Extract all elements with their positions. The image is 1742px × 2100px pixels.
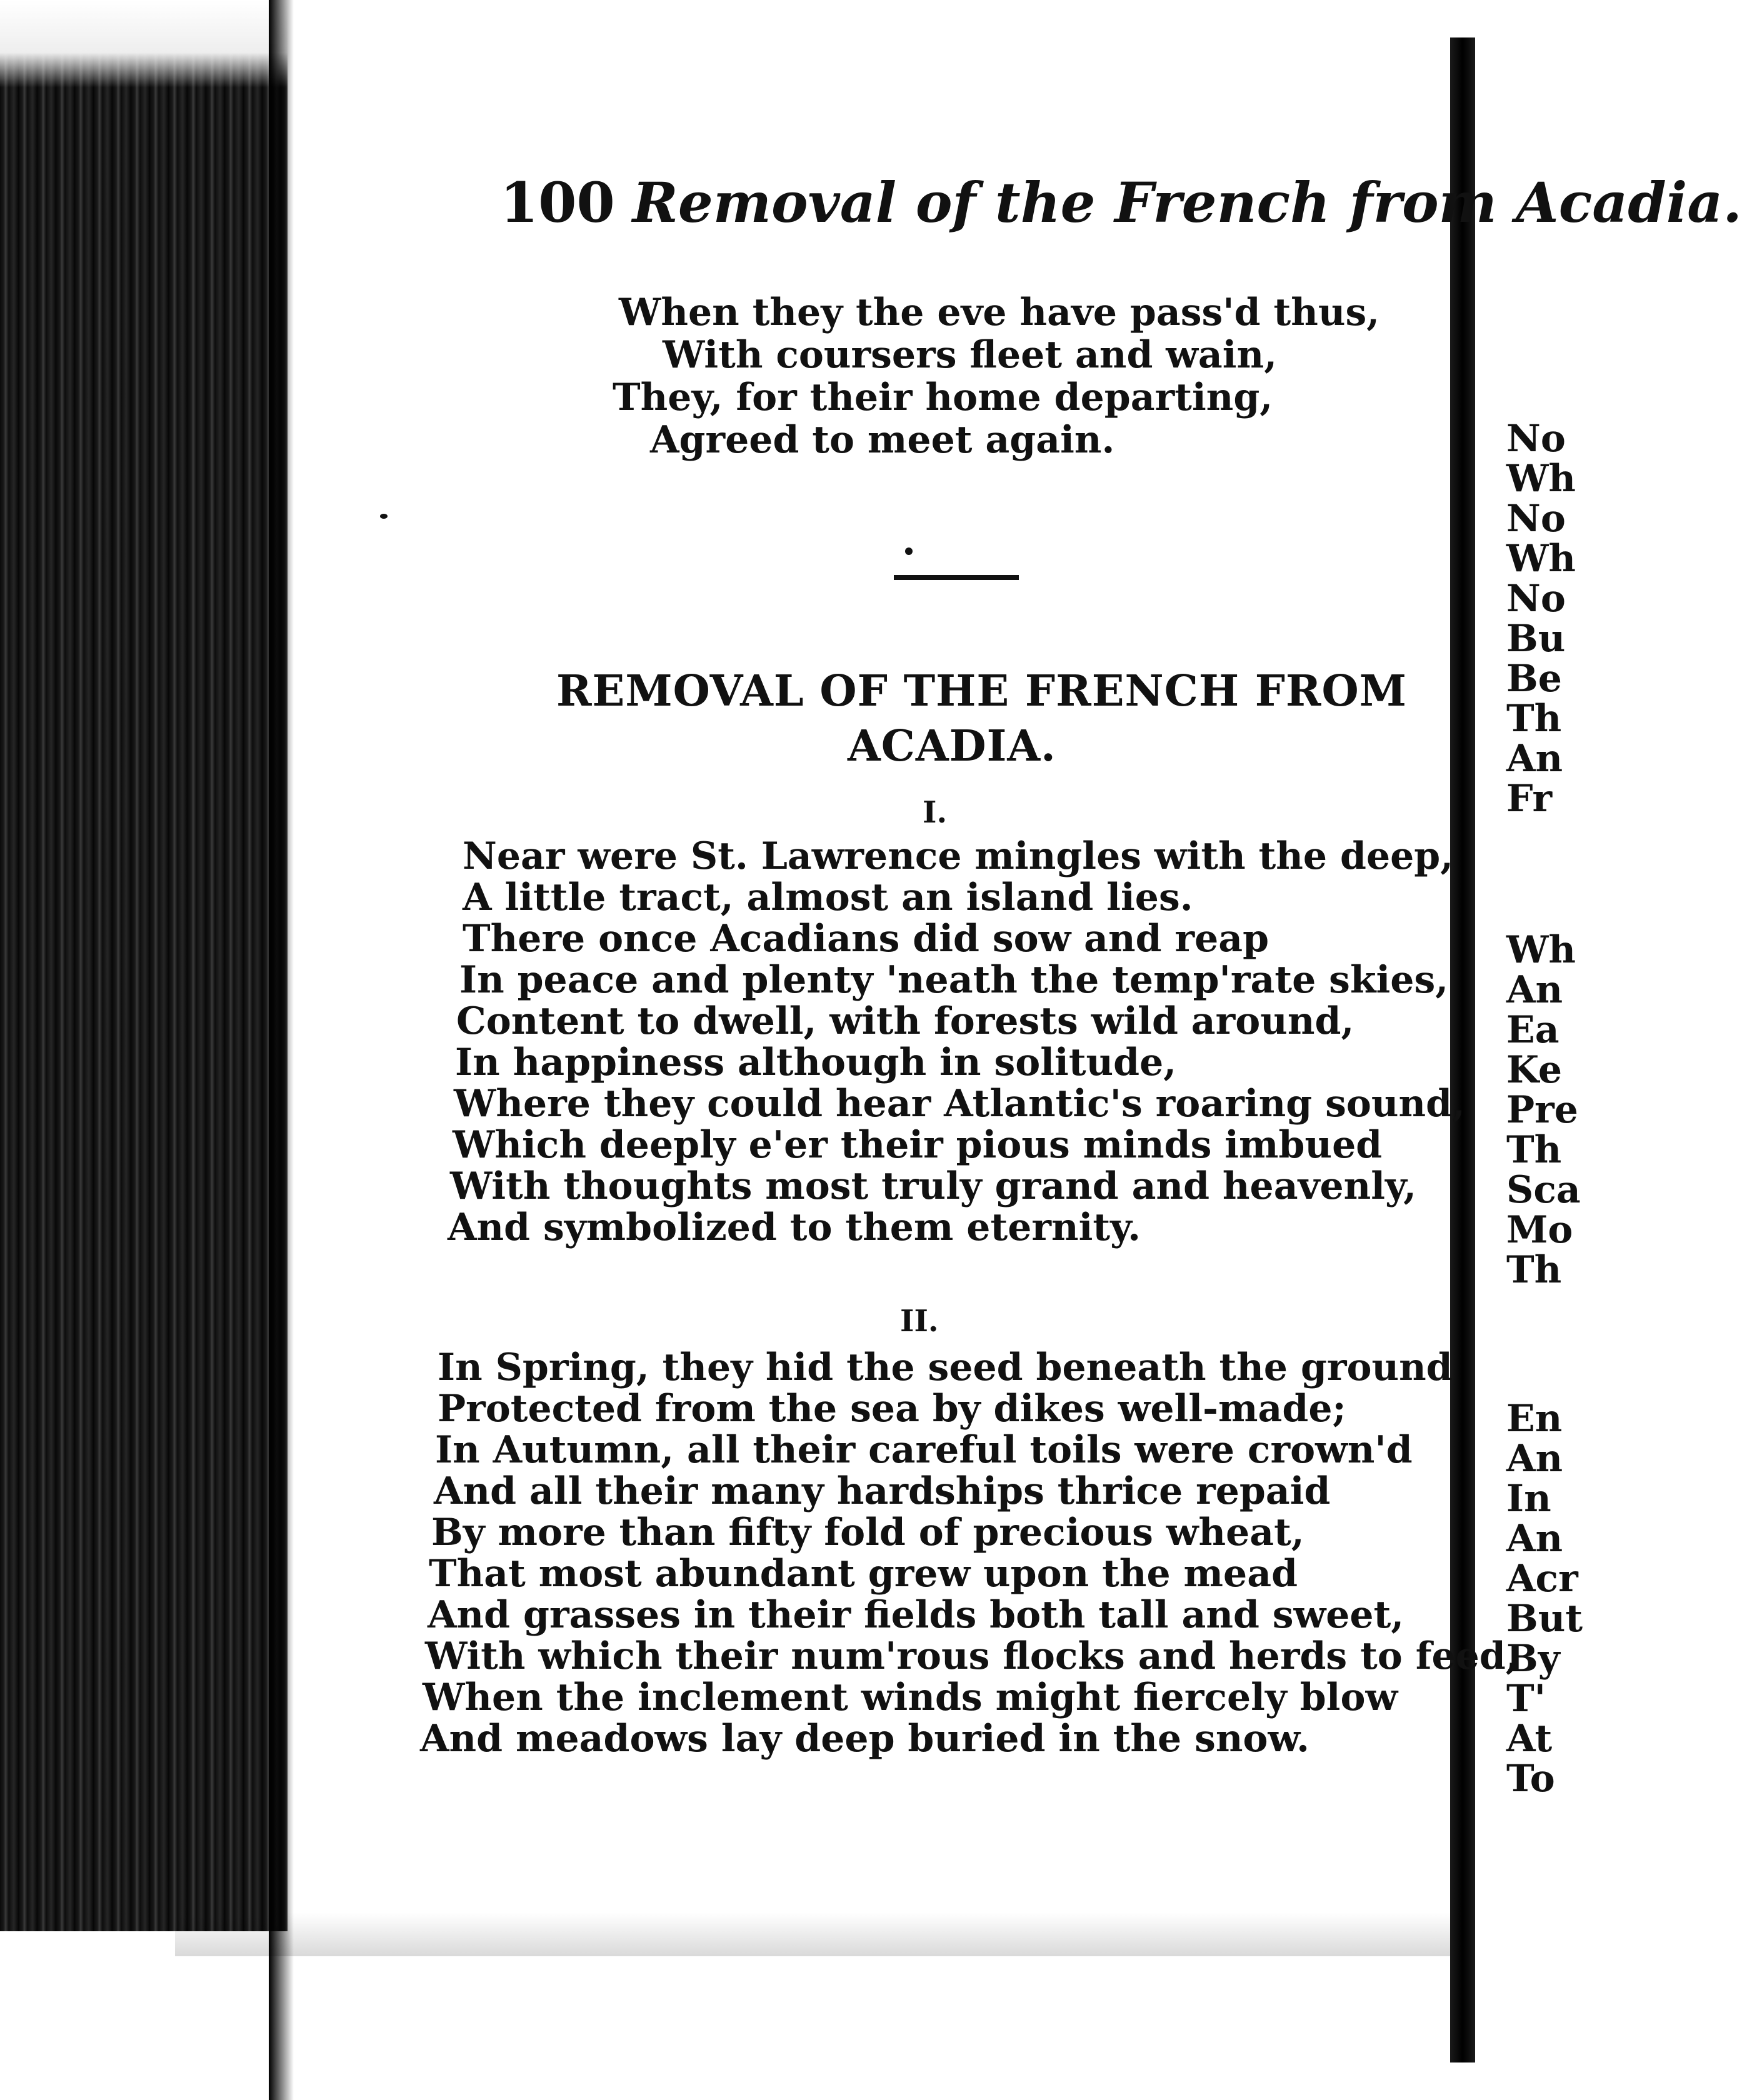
next-page-line: Bu <box>1506 617 1566 661</box>
scan-bottom-margin <box>0 1931 288 2100</box>
next-page-line: An <box>1506 1437 1563 1481</box>
verse-line: In happiness although in solitude, <box>455 1041 1177 1084</box>
verse-line: And grasses in their fields both tall and sweet, <box>428 1593 1404 1637</box>
verse-line: With which their num'rous flocks and herds to feed, <box>425 1634 1519 1678</box>
verse-line: With coursers fleet and wain, <box>663 333 1278 377</box>
next-page-line: Ke <box>1506 1048 1563 1092</box>
stanza-number: I. <box>923 795 948 830</box>
verse-line: A little tract, almost an island lies. <box>463 876 1193 919</box>
next-page-line: No <box>1506 577 1566 621</box>
next-page-line: No <box>1506 417 1566 461</box>
verse-line: Agreed to meet again. <box>650 418 1115 462</box>
next-page-line: Sca <box>1506 1168 1581 1212</box>
next-page-line: At <box>1506 1717 1553 1761</box>
running-title: Removal of the French from Acadia. <box>632 170 1742 235</box>
next-page-fragment <box>1475 38 1583 2062</box>
next-page-line: An <box>1506 737 1563 781</box>
verse-line: Protected from the sea by dikes well-made; <box>438 1387 1346 1431</box>
verse-line: In Autumn, all their careful toils were crown'd <box>435 1428 1413 1472</box>
verse-line: Which deeply e'er their pious minds imbued <box>453 1123 1383 1167</box>
next-page-line: Ea <box>1506 1008 1559 1052</box>
verse-line: And meadows lay deep buried in the snow. <box>420 1717 1310 1761</box>
verse-line: When the inclement winds might fiercely blow <box>423 1676 1398 1719</box>
next-page-line: Mo <box>1506 1208 1573 1252</box>
section-divider-rule <box>894 575 1019 580</box>
poem-title-continued: ACADIA. <box>848 721 1056 771</box>
next-page-line: Be <box>1506 657 1562 701</box>
verse-line: There once Acadians did sow and reap <box>463 917 1269 961</box>
next-page-line: In <box>1506 1477 1551 1521</box>
next-page-line: Th <box>1506 697 1562 741</box>
next-page-line: To <box>1506 1757 1555 1801</box>
next-page-line: Wh <box>1506 537 1576 581</box>
ornament-dot <box>905 548 913 555</box>
verse-line: And all their many hardships thrice repaid <box>434 1469 1331 1513</box>
verse-line: Near were St. Lawrence mingles with the deep, <box>463 834 1454 878</box>
next-page-line: T' <box>1506 1677 1546 1721</box>
verse-line: Where they could hear Atlantic's roaring sound, <box>454 1082 1465 1126</box>
next-page-line: Pre <box>1506 1088 1578 1132</box>
page-edge-shadow <box>269 0 294 2100</box>
next-page-line: En <box>1506 1397 1563 1441</box>
next-page-line: Wh <box>1506 457 1576 501</box>
running-header <box>500 170 1742 235</box>
page-number: 100 <box>500 170 615 235</box>
next-page-line: Fr <box>1506 777 1553 821</box>
next-page-line: Acr <box>1506 1557 1578 1601</box>
verse-line: In Spring, they hid the seed beneath the ground <box>438 1346 1453 1389</box>
verse-line: In peace and plenty 'neath the temp'rate skies, <box>459 958 1449 1002</box>
verse-line: That most abundant grew upon the mead <box>429 1552 1298 1596</box>
next-page-line: But <box>1506 1597 1583 1641</box>
next-page-line: No <box>1506 497 1566 541</box>
page-gutter <box>1450 38 1475 2062</box>
book-spine-background <box>0 0 288 2100</box>
next-page-line: Th <box>1506 1128 1562 1172</box>
page-bottom-shadow <box>175 1912 1463 1956</box>
next-page-line: An <box>1506 968 1563 1012</box>
poem-title: REMOVAL OF THE FRENCH FROM <box>556 666 1408 716</box>
verse-line: When they the eve have pass'd thus, <box>619 291 1380 334</box>
stanza-number: II. <box>900 1304 939 1339</box>
next-page-line: An <box>1506 1517 1563 1561</box>
verse-line: And symbolized to them eternity. <box>448 1206 1141 1249</box>
verse-line: Content to dwell, with forests wild around, <box>456 999 1354 1043</box>
verse-line: By more than fifty fold of precious wheat, <box>431 1511 1304 1554</box>
next-page-line: By <box>1506 1637 1560 1681</box>
ink-speck <box>380 514 388 519</box>
next-page-line: Th <box>1506 1248 1562 1292</box>
scan-top-margin <box>0 0 288 88</box>
next-page-line: Wh <box>1506 928 1576 972</box>
verse-line: With thoughts most truly grand and heavenly, <box>450 1164 1417 1208</box>
verse-line: They, for their home departing, <box>613 376 1273 419</box>
